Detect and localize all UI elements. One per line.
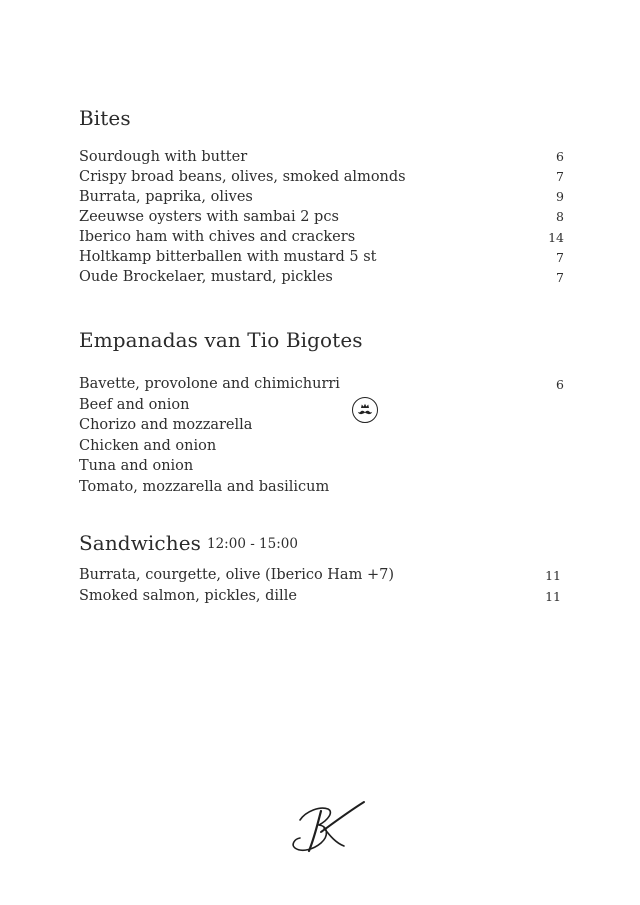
menu-item-price: 6: [556, 149, 564, 164]
menu-item-price: 9: [556, 189, 564, 204]
menu-item-name: Smoked salmon, pickles, dille: [79, 588, 297, 604]
menu-item-name: Chorizo and mozzarella: [79, 417, 253, 433]
signature-logo-icon: [288, 798, 368, 860]
menu-item-price: 11: [545, 589, 561, 604]
menu-item-name: Burrata, courgette, olive (Iberico Ham +7): [79, 567, 394, 583]
menu-item-name: Zeeuwse oysters with sambai 2 pcs: [79, 209, 339, 225]
menu-item-name: Crispy broad beans, olives, smoked almonds: [79, 169, 406, 185]
menu-item-name: Chicken and onion: [79, 438, 217, 454]
menu-item-name: Sourdough with butter: [79, 149, 248, 165]
menu-item-price: 8: [556, 209, 564, 224]
section-title-sandwiches: Sandwiches: [79, 531, 202, 555]
menu-item-name: Beef and onion: [79, 397, 190, 413]
menu-item-name: Holtkamp bitterballen with mustard 5 st: [79, 249, 377, 265]
empanadas-price: 6: [556, 377, 564, 392]
menu-item-name: Tuna and onion: [79, 458, 194, 474]
menu-item-price: 14: [548, 230, 564, 245]
menu-item-price: 11: [545, 568, 561, 583]
menu-item-price: 7: [556, 169, 564, 184]
menu-item-price: 7: [556, 270, 564, 285]
menu-item-name: Iberico ham with chives and crackers: [79, 229, 356, 245]
menu-item-name: Tomato, mozzarella and basilicum: [79, 479, 330, 495]
sandwiches-hours: 12:00 - 15:00: [207, 536, 298, 552]
mustache-crown-icon: [352, 397, 378, 423]
section-title-bites: Bites: [79, 106, 131, 130]
menu-item-price: 7: [556, 250, 564, 265]
menu-item-name: Bavette, provolone and chimichurri: [79, 376, 340, 392]
menu-item-name: Burrata, paprika, olives: [79, 189, 253, 205]
menu-item-name: Oude Brockelaer, mustard, pickles: [79, 269, 333, 285]
section-title-empanadas: Empanadas van Tio Bigotes: [79, 328, 363, 352]
